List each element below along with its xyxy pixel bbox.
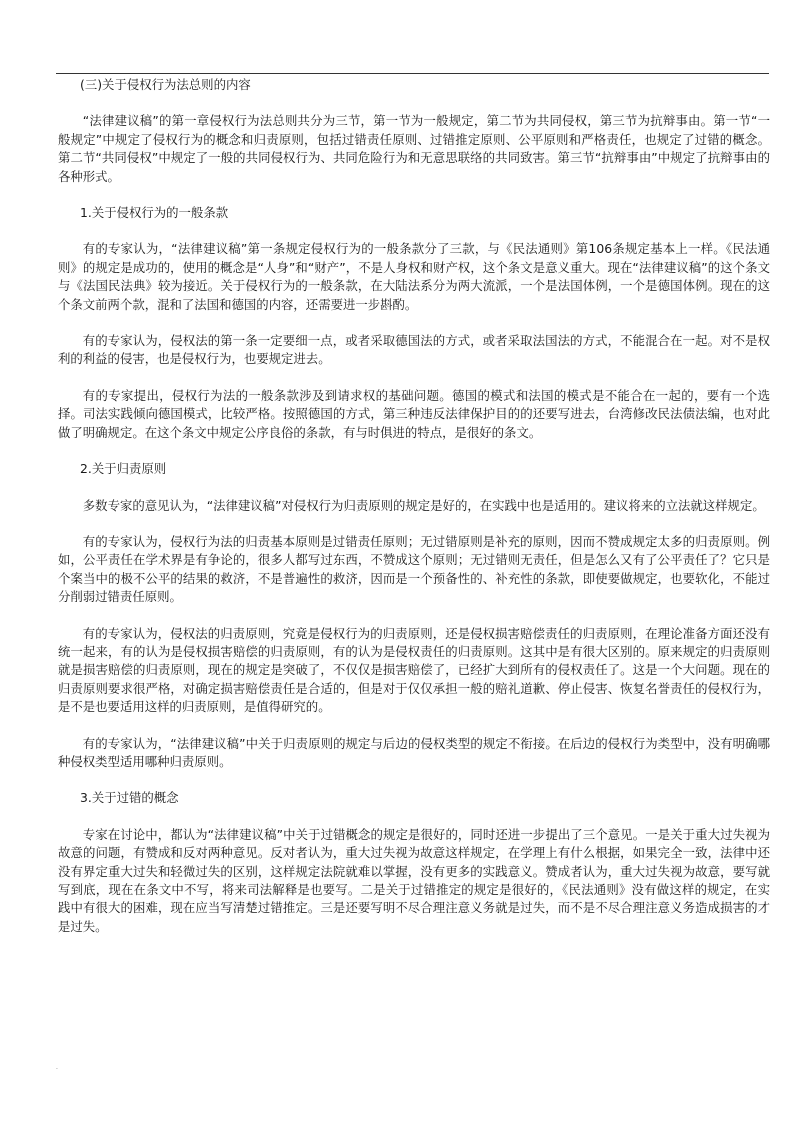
subsection-3-paragraph: 专家在讨论中，都认为“法律建议稿”中关于过错概念的规定是很好的，同时还进一步提出了三个意见。一是关于重大过失视为故意的问题，有赞成和反对两种意见。反对者认为，重大过失视为故意这样规定，在学理上有什么根据，如果完全一致，法律中还没有界定重大过失和轻微过失的区别，这样规定法院就难以掌握，没有更多的实践意义。赞成者认为，重大过失视为故意，要写就写到底，现在在条文中不写，将来司法解释是也要写。二是关于过错推定的规定是很好的，《民法通则》没有做这样的规定，在实践中有很大的困难，现在应当写清楚过错推定。三是还要写明不尽合理注意义务就是过失，而不是不尽合理注意义务造成损害的才是过失。: [58, 826, 770, 934]
subsection-1-paragraph: 有的专家认为，侵权法的第一条一定要细一点，或者采取德国法的方式，或者采取法国法的方式，不能混合在一起。对不是权利的利益的侵害，也是侵权行为，也要规定进去。: [58, 333, 770, 367]
intro-paragraph: “法律建议稿”的第一章侵权行为法总则共分为三节，第一节为一般规定，第二节为共同侵权，第三节为抗辩事由。第一节“一般规定”中规定了侵权行为的概念和归责原则，包括过错责任原则、过错推定原则、公平原则和严格责任，也规定了过错的概念。第二节“共同侵权”中规定了一般的共同侵权行为、共同危险行为和无意思联络的共同致害。第三节“抗辩事由”中规定了抗辩事由的各种形式。: [58, 113, 770, 184]
footer-mark: .: [56, 1064, 58, 1071]
subsection-1-title: 1.关于侵权行为的一般条款: [80, 205, 229, 221]
subsection-1-paragraph: 有的专家认为，“法律建议稿”第一条规定侵权行为的一般条款分了三款，与《民法通则》第106条规定基本上一样。《民法通则》的规定是成功的，使用的概念是“人身”和“财产”，不是人身权和财产权，这个条文是意义重大。现在“法律建议稿”的这个条文与《法国民法典》较为接近。关于侵权行为的一般条款，在大陆法系分为两大流派，一个是法国体例，一个是德国体例。现在的这个条文前两个款，混和了法国和德国的内容，还需要进一步斟酌。: [58, 241, 770, 312]
document-body: [58, 76, 770, 936]
subsection-2-paragraph: 多数专家的意见认为，“法律建议稿”对侵权行为归责原则的规定是好的，在实践中也是适用的。建议将来的立法就这样规定。: [82, 497, 765, 513]
header-rule: [56, 73, 769, 74]
subsection-3-title: 3.关于过错的概念: [80, 790, 179, 806]
subsection-2-paragraph: 有的专家认为，“法律建议稿”中关于归责原则的规定与后边的侵权类型的规定不衔接。在后边的侵权行为类型中，没有明确哪种侵权类型适用哪种归责原则。: [58, 735, 770, 769]
subsection-2-paragraph: 有的专家认为，侵权行为法的归责基本原则是过错责任原则；无过错原则是补充的原则，因而不赞成规定太多的归责原则。例如，公平责任在学术界是有争论的，很多人都写过东西，不赞成这个原则；无过错则无责任，但是怎么又有了公平责任了？它只是个案当中的极不公平的结果的救济，不是普遍性的救济，因而是一个预备性的、补充性的条款，即使要做规定，也要软化，不能过分削弱过错责任原则。: [58, 533, 770, 605]
subsection-2-title: 2.关于归责原则: [80, 461, 167, 477]
subsection-2-paragraph: 有的专家认为，侵权法的归责原则，究竟是侵权行为的归责原则，还是侵权损害赔偿责任的归责原则，在理论准备方面还没有统一起来，有的认为是侵权损害赔偿的归责原则，有的认为是侵权责任的归责原则。这其中是有很大区别的。原来规定的归责原则就是损害赔偿的归责原则，现在的规定是突破了，不仅仅是损害赔偿了，已经扩大到所有的侵权责任了。这是一个大问题。现在的归责原则要求很严格，对确定损害赔偿责任是合适的，但是对于仅仅承担一般的赔礼道歉、停止侵害、恢复名誉责任的侵权行为，是不是也要适用这样的归责原则，是值得研究的。: [58, 625, 770, 715]
subsection-1-paragraph: 有的专家提出，侵权行为法的一般条款涉及到请求权的基础问题。德国的模式和法国的模式是不能合在一起的，要有一个选择。司法实践倾向德国模式，比较严格。按照德国的方式，第三种违反法律保护目的的还要写进去，台湾修改民法债法编，也对此做了明确规定。在这个条文中规定公序良俗的条款，有与时俱进的特点，是很好的条文。: [58, 387, 770, 440]
section-title: (三)关于侵权行为法总则的内容: [80, 77, 251, 92]
